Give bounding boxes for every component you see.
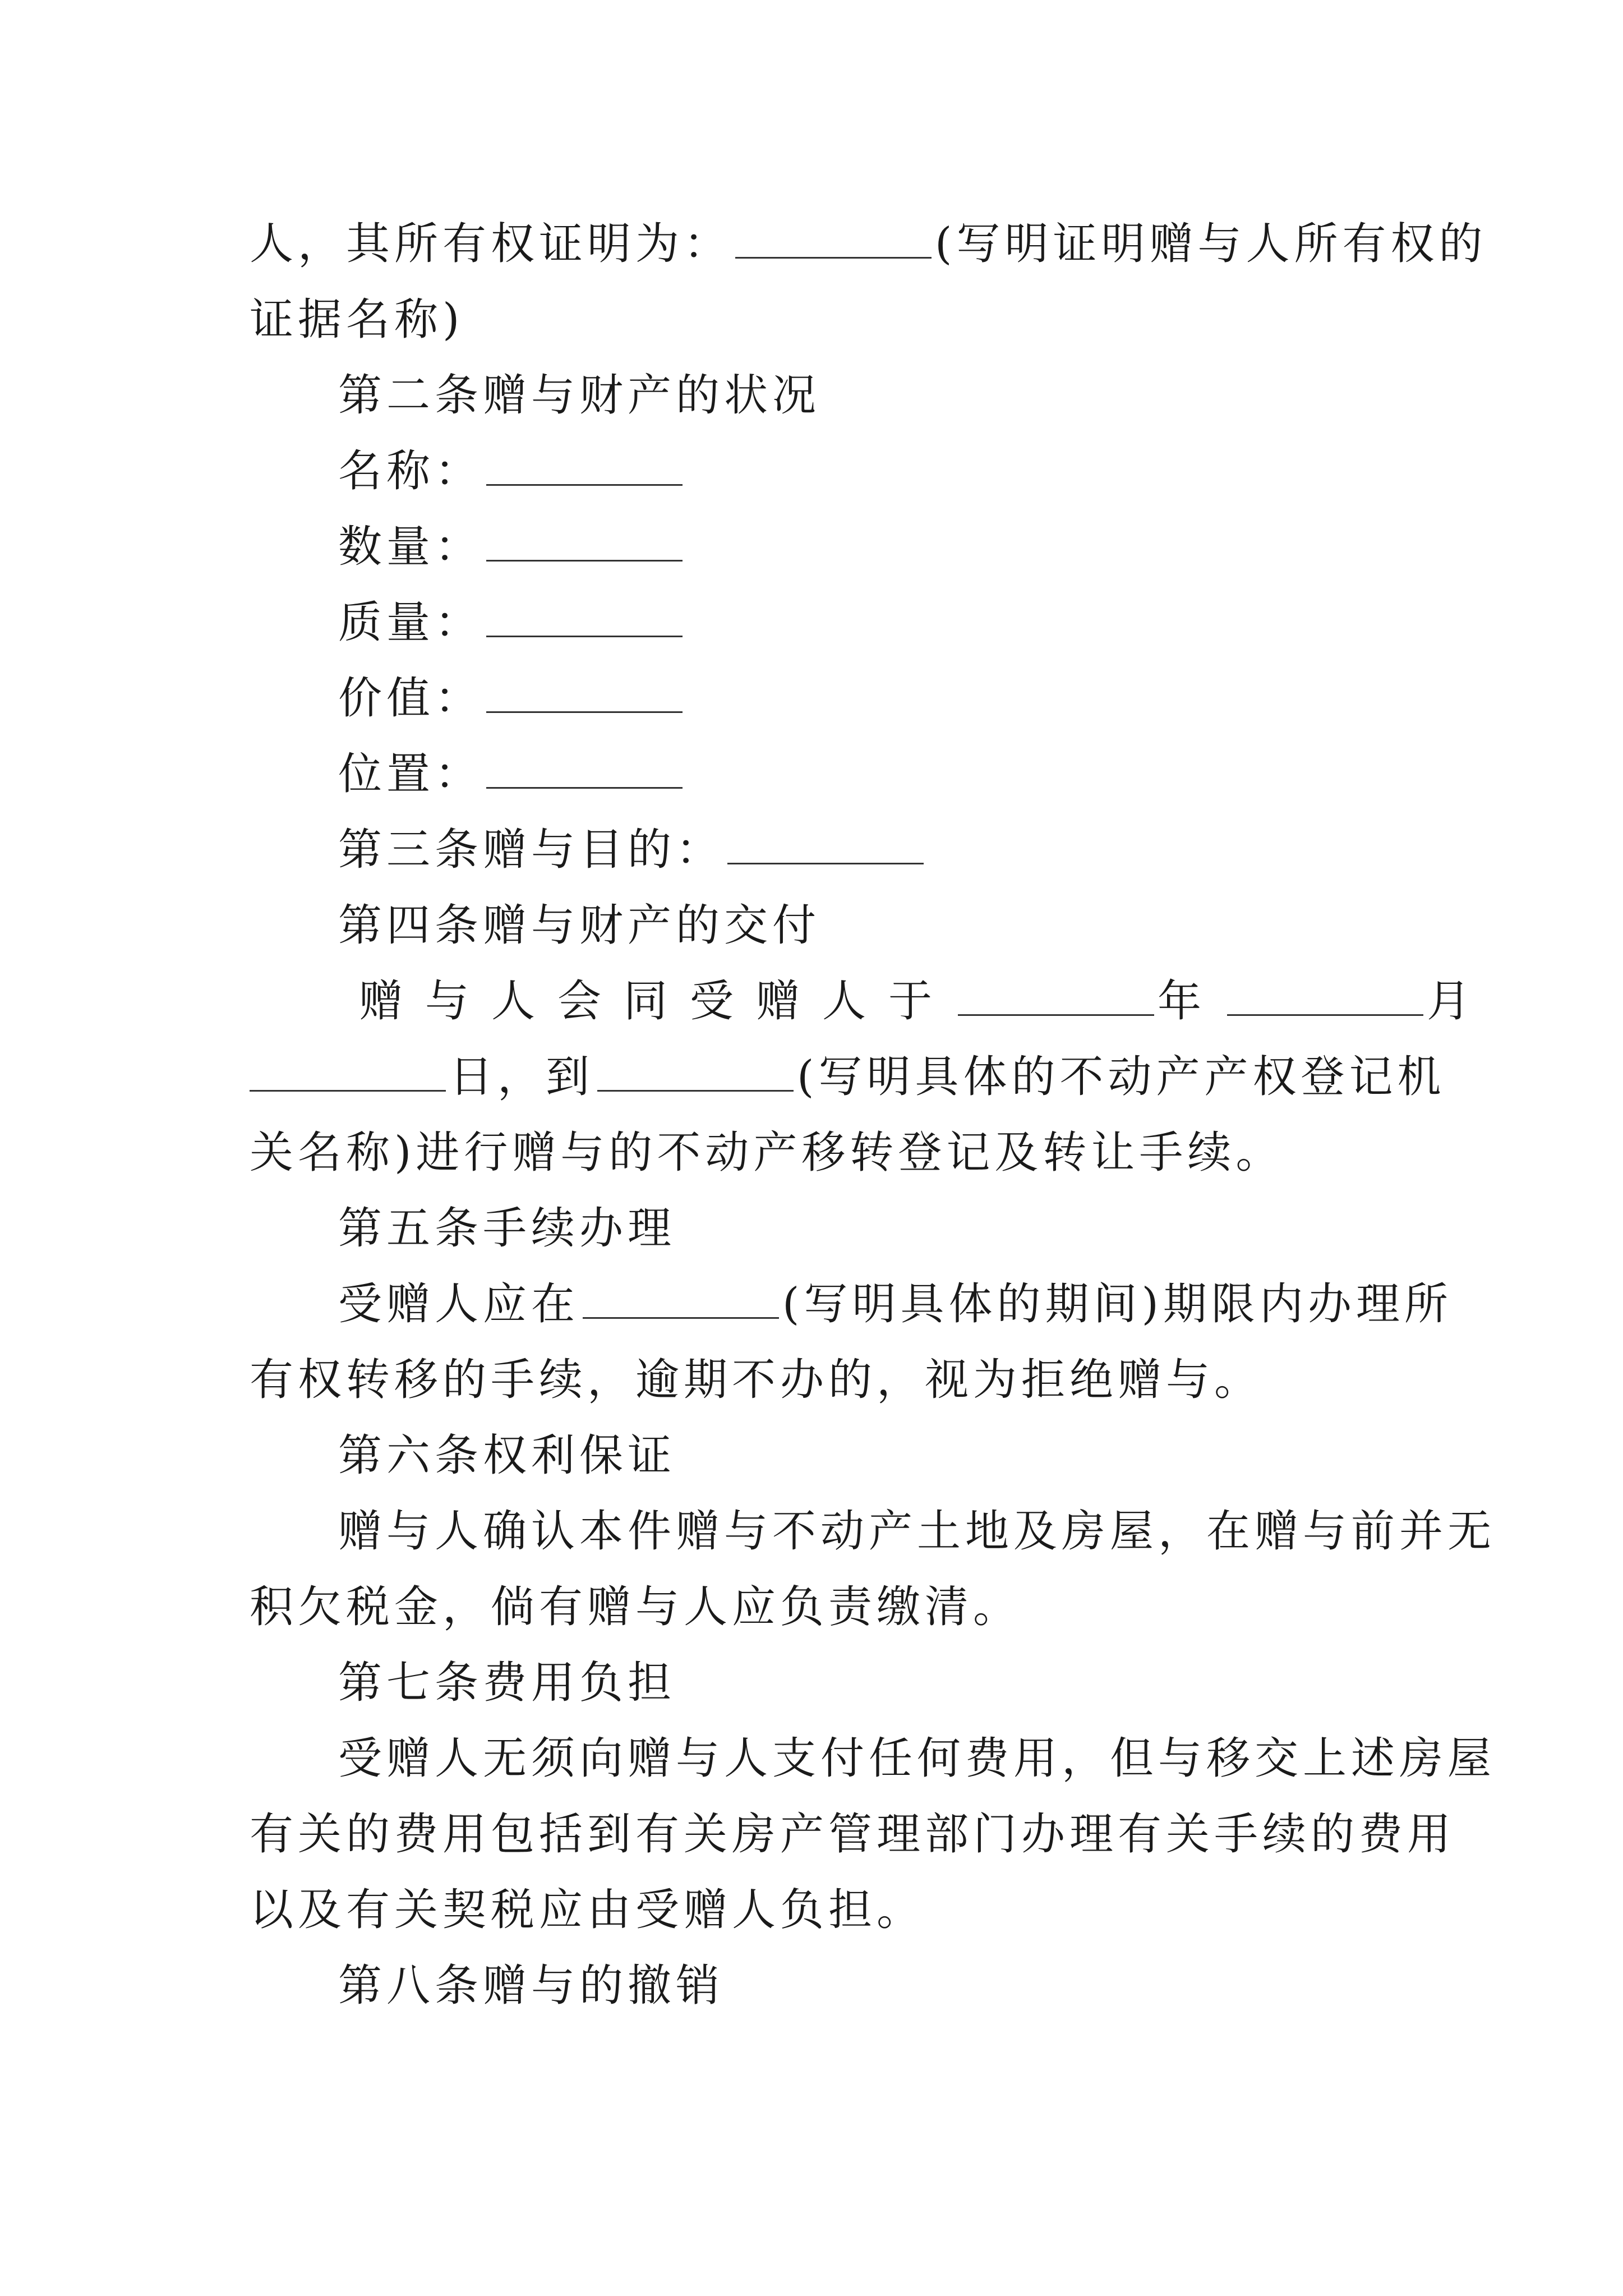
period-blank[interactable] xyxy=(583,1283,779,1319)
registry-blank[interactable] xyxy=(597,1056,794,1092)
article-3-text: 第三条赠与目的： xyxy=(338,825,725,875)
year-blank[interactable] xyxy=(958,981,1154,1016)
clause-line xyxy=(250,213,1487,275)
purpose-blank[interactable] xyxy=(727,829,924,864)
field-quantity-blank[interactable] xyxy=(486,526,683,562)
registry-note: (写明具体的不动产产权登记机 xyxy=(797,1052,1446,1102)
article-6-title xyxy=(338,1425,1482,1487)
cost-text: 受赠人无须向赠与人支付任何费用，但与移交上述房屋 xyxy=(338,1733,1496,1784)
procedure-text: 受赠人应在 xyxy=(338,1279,580,1329)
article-title-text: 第七条费用负担 xyxy=(338,1658,676,1708)
field-location-row xyxy=(338,743,1482,805)
field-label: 数量： xyxy=(338,522,483,572)
article-7-title xyxy=(338,1652,1482,1714)
article-7-line-2 xyxy=(250,1803,1456,1865)
month-label: 月 xyxy=(1427,976,1493,1027)
field-value-blank[interactable] xyxy=(486,678,683,713)
field-label: 名称： xyxy=(338,446,483,496)
procedure-cont-text: 有权转移的手续，逾期不办的，视为拒绝赠与。 xyxy=(250,1355,1263,1405)
field-label: 质量： xyxy=(338,597,483,648)
article-3-line xyxy=(338,819,1482,881)
article-7-line-1 xyxy=(338,1728,1496,1789)
article-8-title xyxy=(338,1955,1482,2017)
clause-line xyxy=(250,289,1394,351)
warranty-text: 赠与人确认本件赠与不动产土地及房屋，在赠与前并无 xyxy=(338,1506,1496,1557)
article-5-line-2 xyxy=(250,1349,1394,1411)
warranty-cont-text: 积欠税金，倘有赠与人应负责缴清。 xyxy=(250,1582,1022,1632)
cost-cont-text: 以及有关契税应由受赠人负担。 xyxy=(250,1885,925,1935)
field-quality-blank[interactable] xyxy=(486,602,683,637)
article-title-text: 第六条权利保证 xyxy=(338,1430,676,1481)
ownership-proof-note: (写明证明赠与人所有权的 xyxy=(935,219,1487,269)
article-2-title xyxy=(338,365,1482,426)
article-title-text: 第二条赠与财产的状况 xyxy=(338,370,821,421)
field-quality-row xyxy=(338,592,1482,654)
delivery-cont-line xyxy=(250,1122,1394,1184)
field-name-row xyxy=(338,440,1482,502)
field-location-blank[interactable] xyxy=(486,753,683,789)
delivery-place-line xyxy=(250,1046,1446,1108)
field-value-row xyxy=(338,668,1482,729)
year-label: 年 xyxy=(1158,976,1224,1027)
article-7-line-3 xyxy=(250,1879,1394,1941)
field-quantity-row xyxy=(338,516,1482,578)
article-title-text: 第四条赠与财产的交付 xyxy=(338,900,821,951)
article-6-line-2 xyxy=(250,1576,1394,1638)
field-label: 位置： xyxy=(338,749,483,799)
ownership-proof-label: 人，其所有权证明为： xyxy=(250,219,732,269)
day-blank[interactable] xyxy=(250,1056,446,1092)
ownership-proof-note-cont: 证据名称) xyxy=(250,295,464,345)
article-5-title xyxy=(338,1198,1482,1259)
field-name-blank[interactable] xyxy=(486,450,683,486)
cost-cont-text: 有关的费用包括到有关房产管理部门办理有关手续的费用 xyxy=(250,1809,1456,1860)
month-blank[interactable] xyxy=(1227,981,1423,1016)
field-label: 价值： xyxy=(338,673,483,724)
delivery-date-line xyxy=(359,970,1503,1032)
article-6-line-1 xyxy=(338,1501,1496,1562)
article-title-text: 第八条赠与的撤销 xyxy=(338,1961,725,2011)
ownership-proof-blank[interactable] xyxy=(735,223,932,259)
article-4-title xyxy=(338,895,1482,956)
article-title-text: 第五条手续办理 xyxy=(338,1203,676,1254)
delivery-cont-text: 关名称)进行赠与的不动产移转登记及转让手续。 xyxy=(250,1128,1284,1178)
article-5-line-1 xyxy=(338,1273,1482,1335)
day-label: 日，到 xyxy=(449,1052,594,1102)
delivery-text: 赠与人会同受赠人于 xyxy=(359,976,955,1027)
procedure-note: (写明具体的期间)期限内办理所 xyxy=(782,1279,1453,1329)
